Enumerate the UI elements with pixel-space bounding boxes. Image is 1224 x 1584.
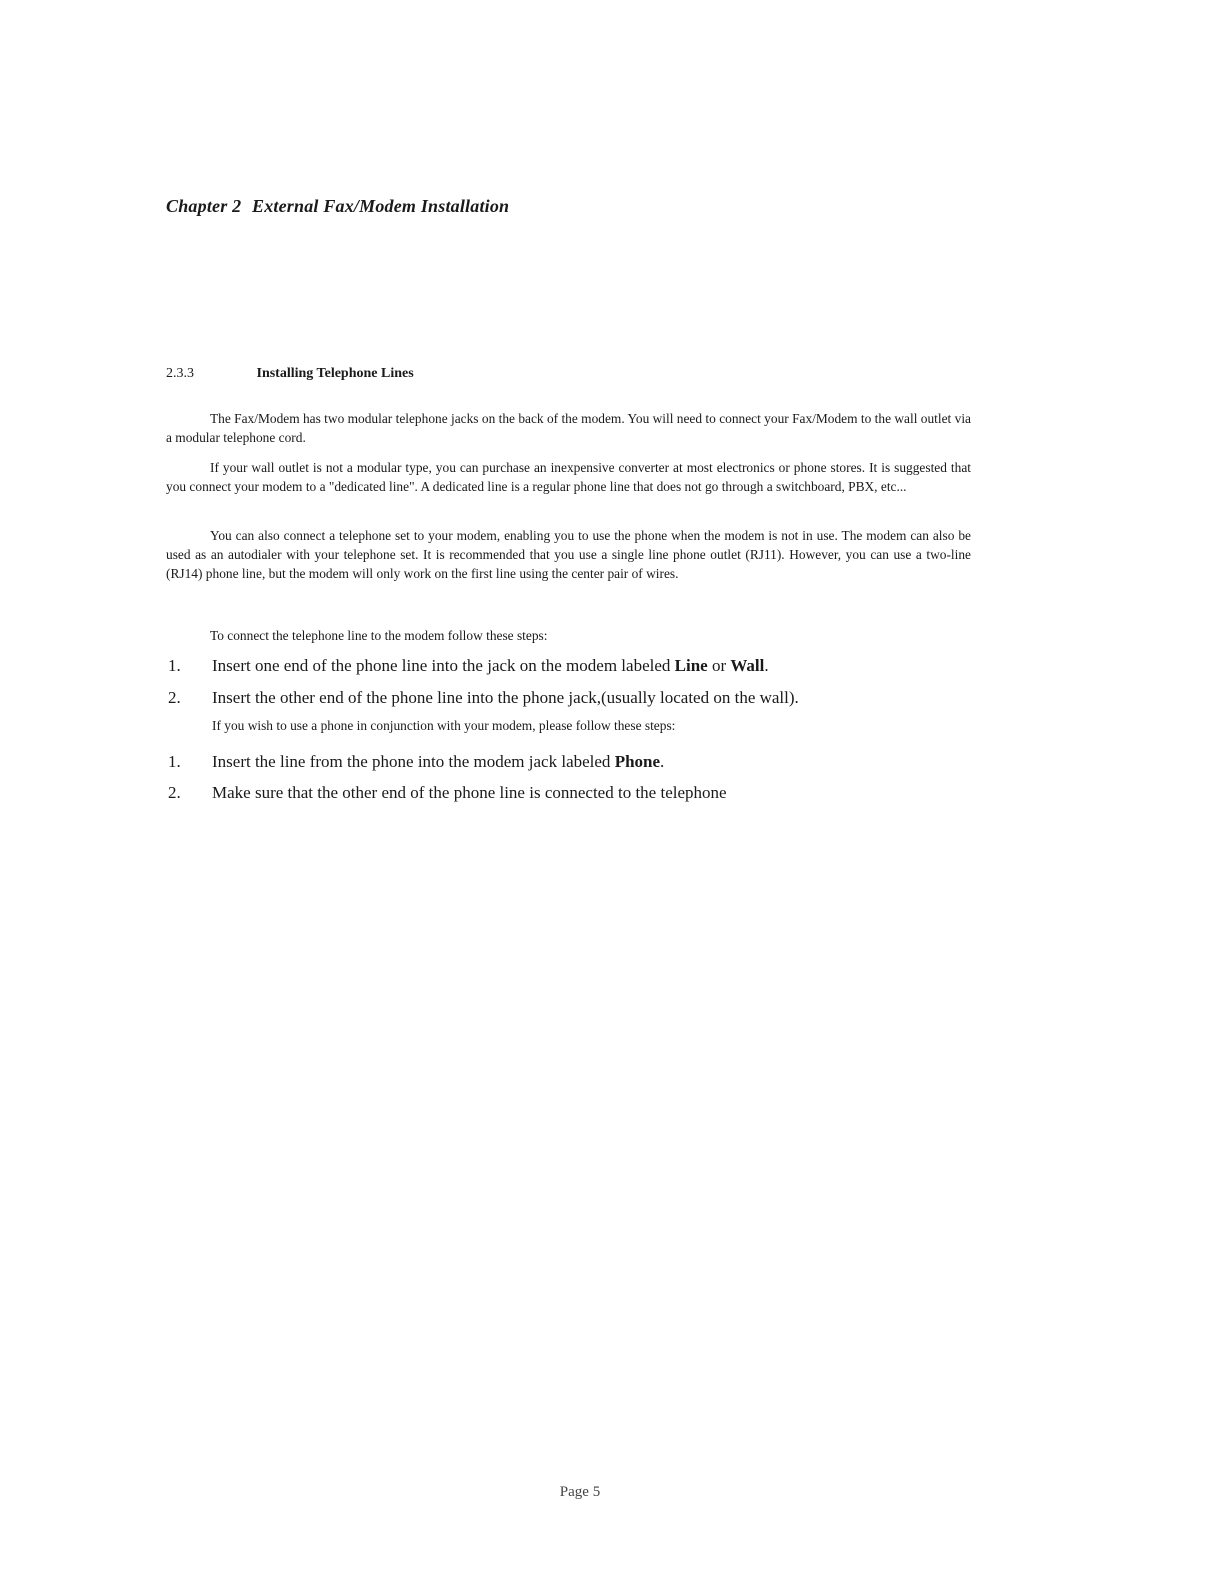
step-number: 2. — [168, 783, 181, 802]
chapter-title — [166, 196, 509, 217]
step-number: 2. — [168, 688, 181, 707]
step-text-end: . — [764, 656, 769, 675]
chapter-name: External Fax/Modem Installation — [252, 196, 510, 216]
label-line: Line — [674, 656, 708, 675]
label-wall: Wall — [730, 656, 765, 675]
step-text-or: or — [707, 656, 731, 675]
step-text: Insert the line from the phone into the modem jack labeled — [212, 752, 615, 771]
section-title: Installing Telephone Lines — [256, 366, 414, 381]
section-heading — [166, 366, 414, 382]
step-text: Insert one end of the phone line into the jack on the modem labeled — [212, 656, 675, 675]
connect-step-1 — [168, 656, 769, 676]
step-text: Make sure that the other end of the phone line is connected to the telephone — [212, 783, 727, 802]
page-number: Page 5 — [559, 1484, 601, 1500]
step-text: Insert the other end of the phone line into the phone jack,(usually located on the wall). — [212, 688, 799, 707]
connect-steps-intro: To connect the telephone line to the modem follow these steps: — [210, 628, 548, 643]
step-number: 1. — [168, 656, 181, 675]
paragraph-converter: If your wall outlet is not a modular type, you can purchase an inexpensive converter at most electronics or phone stores. It is suggested that you connect your modem to a "dedicated line". A dedicated line is a regular phone line that does not go through a switchboard, PBX, etc... — [166, 460, 971, 495]
paragraph-jacks: The Fax/Modem has two modular telephone jacks on the back of the modem. You will need to connect your Fax/Modem to the wall outlet via a modular telephone cord. — [166, 411, 971, 446]
step-number: 1. — [168, 752, 181, 771]
phone-step-2 — [168, 783, 727, 803]
phone-step-1 — [168, 752, 664, 772]
paragraph-telephone-set: You can also connect a telephone set to your modem, enabling you to use the phone when the modem is not in use. The modem can also be used as an autodialer with your telephone set. It is recommended that you use a single line phone outlet (RJ11). However, you can use a two-line (RJ14) phone line, but the modem will only work on the first line using the center pair of wires. — [166, 528, 971, 582]
step-text-end: . — [660, 752, 665, 771]
phone-steps-intro: If you wish to use a phone in conjunction with your modem, please follow these steps: — [212, 718, 676, 733]
chapter-label: Chapter 2 — [166, 196, 242, 216]
label-phone: Phone — [614, 752, 661, 771]
section-number: 2.3.3 — [166, 366, 194, 381]
connect-step-2 — [168, 688, 799, 708]
